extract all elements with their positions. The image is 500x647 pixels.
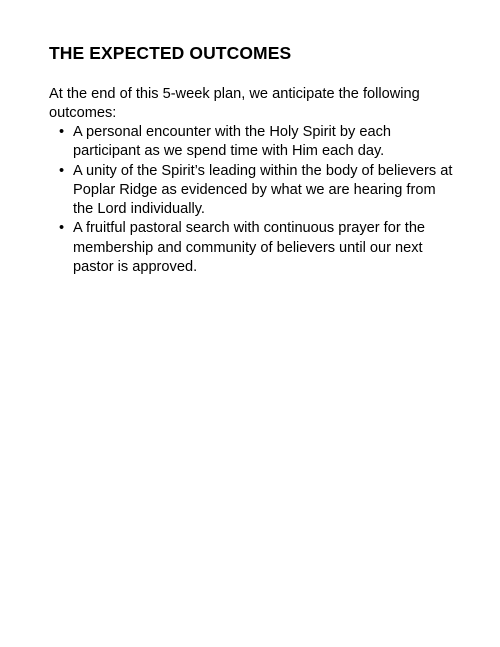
bullet-icon: • <box>59 124 65 140</box>
intro-paragraph: At the end of this 5-week plan, we anticipate the following outcomes: <box>49 86 420 122</box>
outcome-text: A personal encounter with the Holy Spirit by each participant as we spend time with Him each day. <box>73 124 391 160</box>
bullet-icon: • <box>59 220 65 237</box>
outcome-text: A fruitful pastoral search with continuous prayer for the membership and community of believers until our next pastor is approved. <box>73 220 426 276</box>
list-item <box>49 162 459 220</box>
bullet-icon: • <box>59 162 65 179</box>
section-heading: THE EXPECTED OUTCOMES <box>49 43 292 63</box>
list-item <box>49 219 459 277</box>
outcomes-list <box>49 123 459 277</box>
list-item <box>49 123 459 162</box>
outcome-text: A unity of the Spirit’s leading within the body of believers at Poplar Ridge as evidenced by what we are hearing from the Lord individually. <box>73 162 453 218</box>
